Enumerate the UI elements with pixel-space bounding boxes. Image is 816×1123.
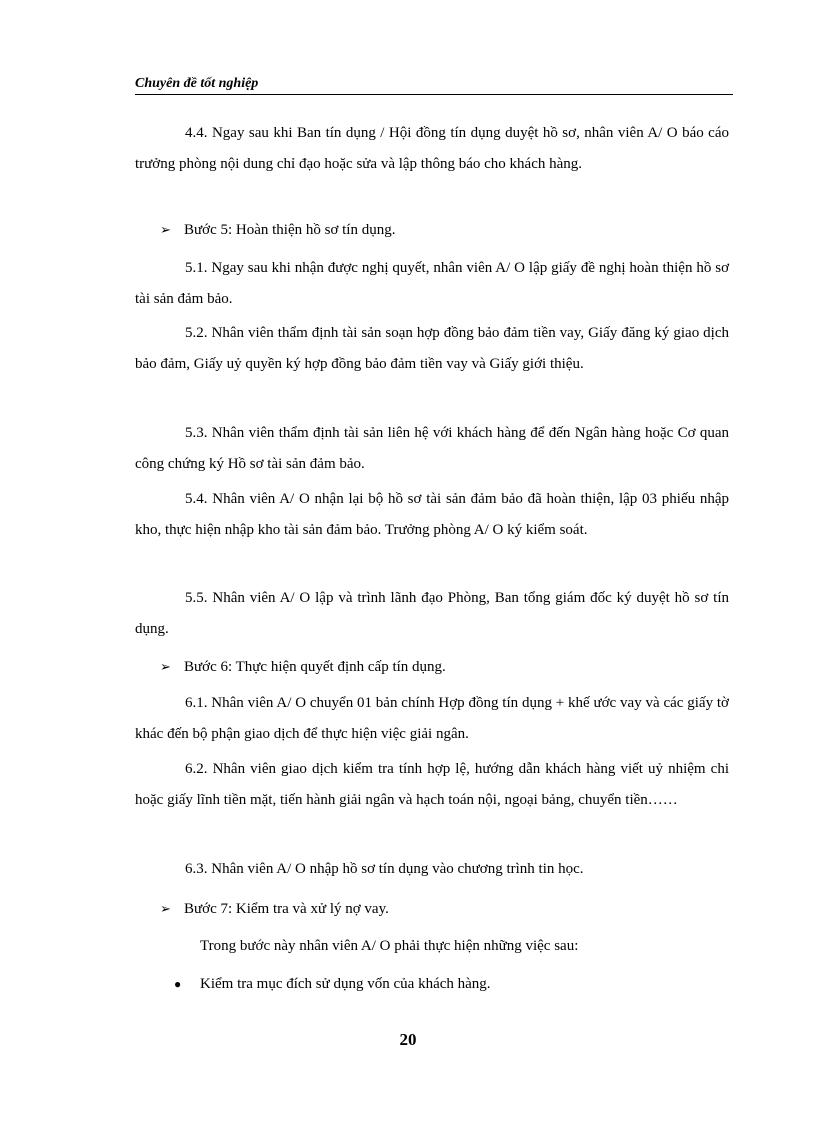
paragraph-6-2: 6.2. Nhân viên giao dịch kiểm tra tính hợp lệ, hướng dẫn khách hàng viết uỷ nhiệm chi hoặc giấy lĩnh tiền mặt, tiến hành giải ngân và hạch toán nội, ngoại bảng, chuyển tiền……: [135, 761, 729, 808]
paragraph-4-4: 4.4. Ngay sau khi Ban tín dụng / Hội đồng tín dụng duyệt hồ sơ, nhân viên A/ O báo cáo trưởng phòng nội dung chỉ đạo hoặc sửa và lập thông báo cho khách hàng.: [135, 125, 729, 172]
step-6-heading: [160, 651, 720, 683]
paragraph-5-1: 5.1. Ngay sau khi nhận được nghị quyết, nhân viên A/ O lập giấy đề nghị hoàn thiện hồ sơ tài sản đảm bảo.: [135, 260, 729, 307]
arrow-bullet-icon: ➢: [160, 901, 171, 916]
step-5-heading: [160, 214, 720, 246]
paragraph-5-3: 5.3. Nhân viên thẩm định tài sản liên hệ với khách hàng để đến Ngân hàng hoặc Cơ quan công chứng ký Hồ sơ tài sản đảm bảo.: [135, 425, 729, 472]
paragraph-5-2: 5.2. Nhân viên thẩm định tài sản soạn hợp đồng bảo đảm tiền vay, Giấy đăng ký giao dịch bảo đảm, Giấy uỷ quyền ký hợp đồng bảo đảm tiền vay và Giấy giới thiệu.: [135, 325, 729, 372]
paragraph-5-4: 5.4. Nhân viên A/ O nhận lại bộ hồ sơ tài sản đảm bảo đã hoàn thiện, lập 03 phiếu nhập kho, thực hiện nhập kho tài sản đảm bảo. Trưởng phòng A/ O ký kiểm soát.: [135, 491, 729, 538]
paragraph-5-5: 5.5. Nhân viên A/ O lập và trình lãnh đạo Phòng, Ban tổng giám đốc ký duyệt hồ sơ tín dụng.: [135, 590, 729, 637]
paragraph-6-1: 6.1. Nhân viên A/ O chuyển 01 bản chính Hợp đồng tín dụng + khế ước vay và các giấy tờ khác đến bộ phận giao dịch để thực hiện việc giải ngân.: [135, 695, 729, 742]
paragraph-7-intro: Trong bước này nhân viên A/ O phải thực hiện những việc sau:: [200, 938, 579, 954]
step-7-heading: [160, 893, 720, 925]
arrow-bullet-icon: ➢: [160, 222, 171, 237]
arrow-bullet-icon: ➢: [160, 659, 171, 674]
running-header: Chuyên đề tốt nghiệp: [135, 76, 733, 95]
paragraph-6-3: 6.3. Nhân viên A/ O nhập hồ sơ tín dụng vào chương trình tin học.: [185, 861, 584, 877]
bullet-item-text: Kiểm tra mục đích sử dụng vốn của khách hàng.: [200, 976, 491, 992]
step-6-text: Bước 6: Thực hiện quyết định cấp tín dụng.: [184, 659, 446, 675]
step-7-text: Bước 7: Kiểm tra và xử lý nợ vay.: [184, 901, 389, 917]
bullet-dot-icon: ●: [174, 977, 182, 991]
step-5-text: Bước 5: Hoàn thiện hồ sơ tín dụng.: [184, 222, 396, 238]
bullet-item: [174, 969, 734, 1000]
page-number: 20: [399, 1030, 417, 1049]
